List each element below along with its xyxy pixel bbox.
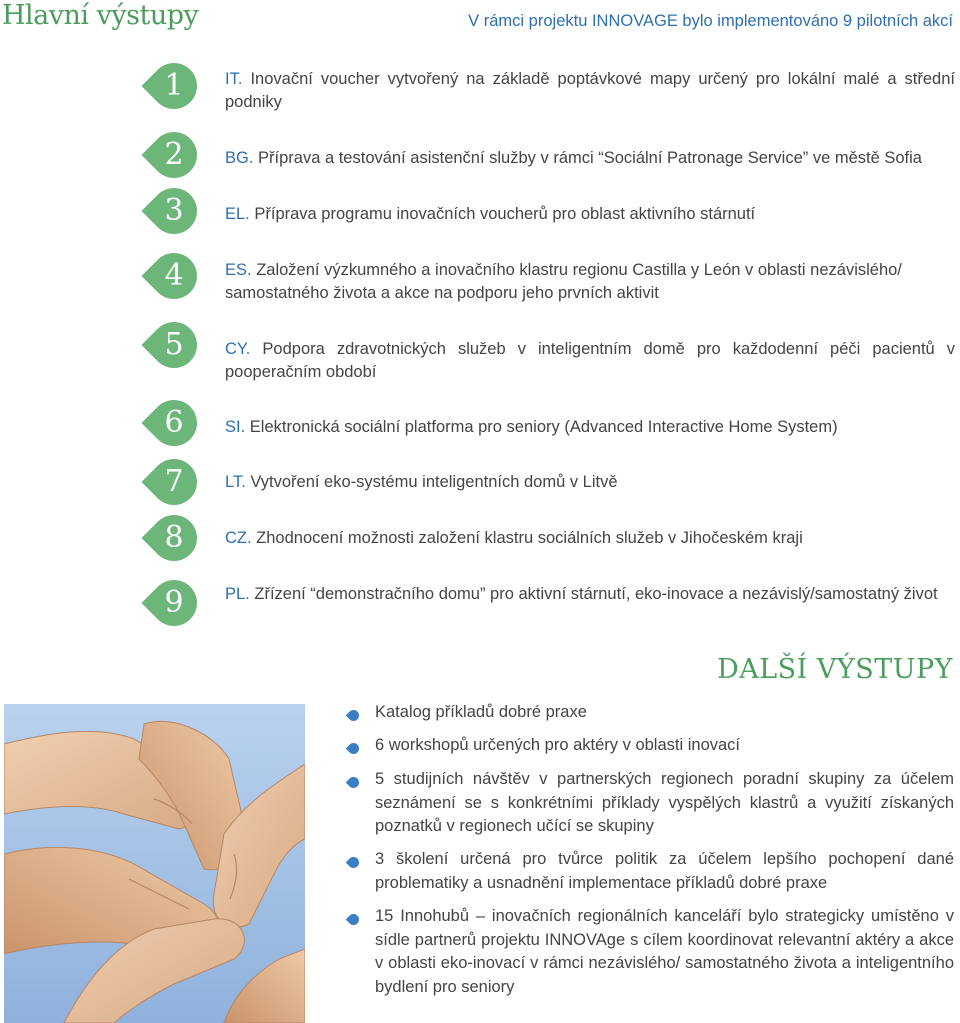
pilot-number: 2	[164, 137, 184, 172]
pilot-description: Podpora zdravotnických služeb v inteligentním domě pro každodenní péči pacientů v pooperačním období	[225, 340, 955, 381]
linked-hands-image	[4, 704, 305, 1023]
page-subtitle: V rámci projektu INNOVAGE bylo implementováno 9 pilotních akcí	[468, 12, 953, 30]
pilot-number: 1	[164, 68, 184, 103]
country-code: EL.	[225, 205, 250, 223]
bullet-icon	[346, 912, 362, 928]
list-item: Katalog příkladů dobré praxe	[375, 703, 587, 721]
pilot-text	[225, 471, 955, 494]
list-item: 5 studijních návštěv v partnerských regionech poradní skupiny za účelem seznámení se s konkrétními příklady vyspělých klastrů a využití získaných poznatků v regionech učící se skupiny	[375, 770, 954, 835]
page-title: Hlavní výstupy	[2, 0, 199, 31]
country-code: LT.	[225, 473, 246, 491]
list-item: 3 školení určená pro tvůrce politik za účelem lepšího pochopení dané problematiky a usnadnění implementace příkladů dobré praxe	[375, 850, 954, 892]
country-code: CZ.	[225, 529, 252, 547]
pilot-description: Zřízení “demonstračního domu” pro aktivní stárnutí, eko-inovace a nezávislý/samostatný život	[249, 585, 938, 603]
pilot-number: 4	[164, 258, 184, 293]
country-code: CY.	[225, 340, 251, 358]
pilot-description: Vytvoření eko-systému inteligentních domů v Litvě	[245, 473, 618, 491]
section-title: DALŠÍ VÝSTUPY	[717, 654, 953, 685]
pilot-number: 7	[164, 464, 184, 499]
pilot-text	[225, 527, 955, 550]
hands-photo	[4, 704, 305, 1023]
list-item: 6 workshopů určených pro aktéry v oblasti inovací	[375, 736, 741, 754]
pilot-text	[225, 203, 955, 226]
pilot-text	[225, 259, 955, 305]
pilot-text	[225, 68, 955, 114]
pilot-text	[225, 147, 955, 170]
pilot-number: 8	[164, 520, 184, 555]
bullet-icon	[346, 741, 362, 757]
list-item: 15 Innohubů – inovačních regionálních kanceláří bylo strategicky umístěno v sídle partnerů projektu INNOVAge s cílem koordinovat relevantní aktéry a akce v oblasti eko-inovací v rámci nezávislého/ samostatného života a inteligentního bydlení pro seniory	[375, 907, 954, 996]
country-code: SI.	[225, 418, 246, 436]
pilot-description: Příprava programu inovačních voucherů pro oblast aktivního stárnutí	[249, 205, 756, 223]
pilot-description: Zhodnocení možnosti založení klastru sociálních služeb v Jihočeském kraji	[251, 529, 803, 547]
pilot-text	[225, 338, 955, 384]
country-code: IT.	[225, 70, 243, 88]
country-code: PL.	[225, 585, 250, 603]
pilot-description: Založení výzkumného a inovačního klastru regionu Castilla y León v oblasti nezávislého/ samostatného života a akce na podporu jeho prvních aktivit	[225, 261, 902, 302]
pilot-number: 5	[164, 327, 184, 362]
pilot-description: Elektronická sociální platforma pro seniory (Advanced Interactive Home System)	[245, 418, 838, 436]
bullet-icon	[346, 708, 362, 724]
pilot-description: Příprava a testování asistenční služby v rámci “Sociální Patronage Service” ve městě Sofia	[253, 149, 922, 167]
bullet-icon	[346, 855, 362, 871]
pilot-text	[225, 583, 955, 606]
pilot-number: 9	[164, 585, 184, 620]
pilot-number: 3	[164, 193, 184, 228]
bullet-icon	[346, 775, 362, 791]
country-code: ES.	[225, 261, 252, 279]
country-code: BG.	[225, 149, 254, 167]
pilot-text	[225, 416, 955, 439]
pilot-description: Inovační voucher vytvořený na základě poptávkové mapy určený pro lokální malé a střední podniky	[225, 70, 955, 111]
pilot-number: 6	[164, 405, 184, 440]
